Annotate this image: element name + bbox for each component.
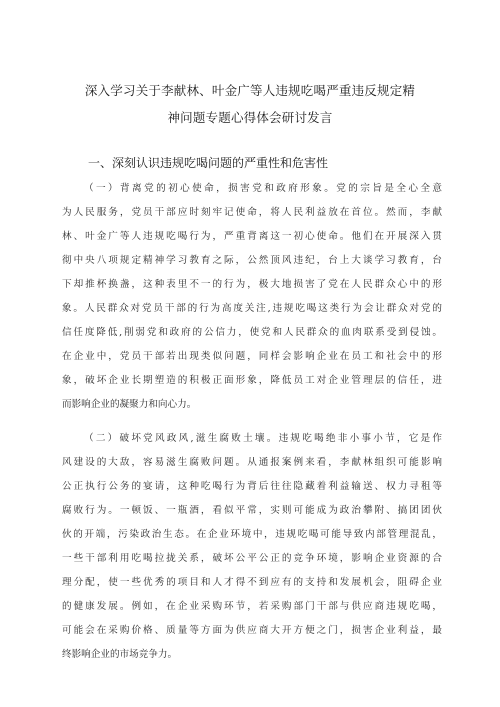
para1-line: 为人民服务，党员干部应时刻牢记使命，将人民利益放在首位。然而，李献 bbox=[62, 207, 442, 218]
document-title-line1: 深入学习关于李献林、叶金广等人违规吃喝严重违反规定精 bbox=[84, 83, 416, 98]
para1-line: （一）背离党的初心使命，损害党和政府形象。党的宗旨是全心全意 bbox=[84, 183, 442, 194]
para2-line: 公正执行公务的宴请，这种吃喝行为背后往往隐藏着利益输送、权力寻租等 bbox=[62, 481, 442, 492]
para1-line: 信任度降低,削弱党和政府的公信力，使党和人民群众的血肉联系受到侵蚀。 bbox=[62, 327, 442, 338]
para2-line: 理分配，使一些优秀的项目和人才得不到应有的支持和发展机会，阻碍企业 bbox=[62, 577, 442, 588]
para1-line: 象，破坏企业长期塑造的积极正面形象，降低员工对企业管理层的信任，进 bbox=[62, 375, 442, 386]
para1-line: 而影响企业的凝聚力和向心力。 bbox=[62, 399, 197, 410]
para1-line: 林、叶金广等人违规吃喝行为，严重背离这一初心使命。他们在开展深入贯 bbox=[62, 231, 442, 242]
para2-line: 可能会在采购价格、质量等方面为供应商大开方便之门，损害企业利益，最 bbox=[62, 625, 442, 636]
para2-line: 腐败行为。一顿饭、一瓶酒，看似平常，实则可能成为政治攀附、搞团团伙 bbox=[62, 505, 442, 516]
para1-line: 象。人民群众对党员干部的行为高度关注,违规吃喝这类行为会让群众对党的 bbox=[62, 303, 442, 314]
para2-line: 的健康发展。例如，在企业采购环节，若采购部门干部与供应商违规吃喝， bbox=[62, 601, 442, 612]
section1-heading: 一、深刻认识违规吃喝问题的严重性和危害性 bbox=[88, 156, 329, 170]
para2-line: 一些干部利用吃喝拉拢关系，破坏公平公正的竞争环境，影响企业资源的合 bbox=[62, 553, 442, 564]
para1-line: 下却推杯换盏，这种表里不一的行为，极大地损害了党在人民群众心中的形 bbox=[62, 279, 442, 290]
para2-line: 伙的开端，污染政治生态。在企业环境中，违规吃喝可能导致内部管理混乱， bbox=[62, 529, 442, 540]
para1-line: 在企业中，党员干部若出现类似问题，同样会影响企业在员工和社会中的形 bbox=[62, 351, 442, 362]
document-title-line2: 神问题专题心得体会研讨发言 bbox=[167, 110, 333, 125]
para2-line: 终影响企业的市场竞争力。 bbox=[62, 649, 178, 660]
para2-line: （二）破坏党风政风,滋生腐败土壤。违规吃喝绝非小事小节，它是作 bbox=[84, 433, 442, 444]
para1-line: 彻中央八项规定精神学习教育之际，公然顶风违纪，台上大谈学习教育，台 bbox=[62, 255, 442, 266]
para2-line: 风建设的大敌，容易滋生腐败问题。从通报案例来看，李献林组织可能影响 bbox=[62, 457, 442, 468]
